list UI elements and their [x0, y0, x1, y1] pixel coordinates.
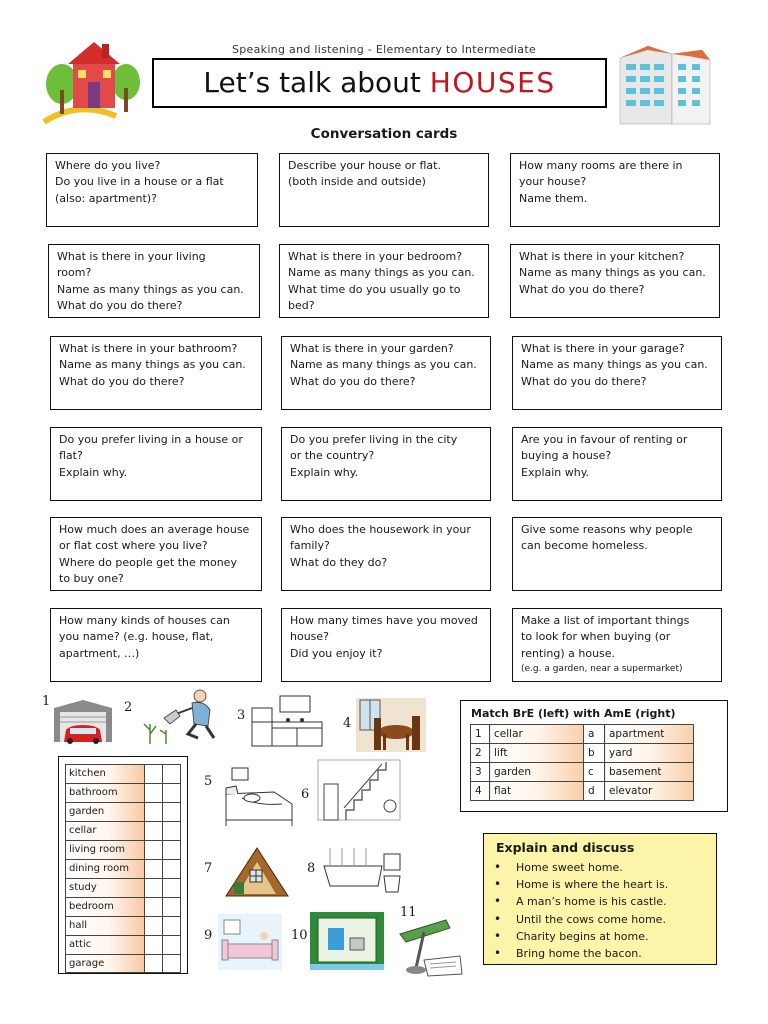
room-row [65, 859, 181, 878]
match-cell-l: d [584, 782, 605, 801]
match-row [471, 763, 694, 782]
card-line: bed? [288, 298, 315, 312]
room-row [65, 935, 181, 954]
room-label: study [65, 878, 145, 897]
match-cell-bre: lift [490, 744, 584, 763]
match-cell-n: 3 [471, 763, 490, 782]
conversation-card [50, 427, 262, 501]
card-line: Did you enjoy it? [290, 646, 383, 660]
card-line: buying a house? [521, 449, 612, 463]
card-line: (both inside and outside) [288, 175, 426, 189]
card-line: Where do you live? [55, 159, 161, 172]
answer-box [163, 764, 181, 783]
card-line: Name as many things as you can. [521, 358, 708, 372]
card-line: or the country? [290, 449, 375, 463]
conversation-card [510, 244, 720, 318]
conversation-card [46, 153, 258, 227]
card-line: Make a list of important things [521, 614, 690, 627]
title-box [152, 58, 607, 108]
card-line: How much does an average house [59, 523, 250, 536]
room-label: dining room [65, 859, 145, 878]
conversation-card [281, 608, 491, 682]
room-label: kitchen [65, 764, 145, 783]
match-cell-n: 2 [471, 744, 490, 763]
gardener-picture [140, 688, 220, 746]
apartment-building-illustration [618, 40, 713, 124]
room-row [65, 916, 181, 935]
card-line: What is there in your garage? [521, 342, 685, 355]
answer-box [145, 764, 163, 783]
dining-room-picture [356, 698, 426, 752]
picture-number: 10 [291, 928, 308, 943]
card-line: How many rooms are there in [519, 159, 683, 172]
conversation-card [510, 153, 720, 227]
card-line: How many times have you moved [290, 614, 478, 627]
proverb-item: • Home is where the heart is. [494, 876, 668, 893]
answer-box [145, 935, 163, 954]
picture-number: 5 [204, 774, 213, 789]
proverb-list [494, 859, 668, 962]
card-line: can become homeless. [521, 539, 648, 553]
card-line: Name as many things as you can. [288, 266, 475, 280]
explain-title: Explain and discuss [496, 840, 635, 855]
answer-box [163, 954, 181, 973]
title-main: Let’s talk about [203, 66, 430, 99]
conversation-card [512, 336, 722, 410]
card-line: What time do you usually go to [288, 282, 461, 296]
card-line: Explain why. [59, 465, 128, 479]
card-line: What do you do there? [57, 298, 183, 312]
conversation-card [281, 427, 491, 501]
picture-number: 11 [400, 905, 417, 920]
card-line: renting) a house. [521, 646, 616, 660]
card-line: What is there in your living [57, 250, 206, 263]
conversation-card [512, 517, 722, 591]
house-illustration [38, 30, 148, 130]
conversation-card [512, 427, 722, 501]
conversation-card [279, 244, 489, 318]
answer-box [163, 916, 181, 935]
card-line: Name as many things as you can. [57, 282, 244, 296]
card-line: you name? (e.g. house, flat, [59, 630, 214, 644]
match-cell-ame: apartment [605, 725, 694, 744]
card-line: Are you in favour of renting or [521, 433, 688, 446]
card-line: Give some reasons why people [521, 523, 693, 536]
card-line: What do they do? [290, 555, 388, 569]
card-line: What is there in your garden? [290, 342, 454, 355]
card-line: Who does the housework in your [290, 523, 471, 536]
match-cell-ame: basement [605, 763, 694, 782]
answer-box [163, 802, 181, 821]
card-line: What is there in your bedroom? [288, 250, 463, 263]
title-highlight: HOUSES [429, 66, 556, 99]
room-row [65, 878, 181, 897]
match-cell-ame: yard [605, 744, 694, 763]
card-line: What do you do there? [521, 374, 647, 388]
room-label: hall [65, 916, 145, 935]
match-cell-n: 1 [471, 725, 490, 744]
card-line: your house? [519, 175, 587, 189]
match-cell-ame: elevator [605, 782, 694, 801]
picture-number: 4 [343, 716, 352, 731]
card-line: What is there in your bathroom? [59, 342, 238, 355]
card-line: How many kinds of houses can [59, 614, 230, 627]
card-line: apartment, …) [59, 646, 140, 660]
card-line: Name as many things as you can. [59, 358, 246, 372]
hall-picture [316, 758, 402, 822]
room-checklist [58, 756, 188, 974]
answer-box [145, 878, 163, 897]
conversation-card [48, 244, 260, 318]
attic-picture [226, 846, 288, 896]
answer-box [145, 840, 163, 859]
match-cell-n: 4 [471, 782, 490, 801]
proverb-item: • Bring home the bacon. [494, 945, 668, 962]
answer-box [145, 802, 163, 821]
card-line: What is there in your kitchen? [519, 250, 685, 263]
answer-box [145, 821, 163, 840]
bedroom-picture [222, 768, 296, 828]
study-picture [394, 918, 464, 978]
card-line: Describe your house or flat. [288, 159, 441, 172]
card-line: Do you prefer living in the city [290, 433, 458, 446]
answer-box [145, 859, 163, 878]
conversation-card [50, 336, 262, 410]
match-cell-bre: garden [490, 763, 584, 782]
proverb-item: • Until the cows come home. [494, 911, 668, 928]
picture-number: 3 [237, 708, 246, 723]
conversation-card [281, 517, 491, 591]
match-cell-l: a [584, 725, 605, 744]
answer-box [163, 840, 181, 859]
room-row [65, 783, 181, 802]
card-line: to look for when buying (or [521, 630, 671, 644]
answer-box [163, 821, 181, 840]
cellar-picture [310, 912, 384, 970]
card-line: or flat cost where you live? [59, 539, 208, 553]
card-line: Explain why. [521, 465, 590, 479]
room-row [65, 897, 181, 916]
match-cell-bre: flat [490, 782, 584, 801]
match-row [471, 744, 694, 763]
match-row [471, 782, 694, 801]
room-row [65, 764, 181, 783]
card-line: What do you do there? [519, 282, 645, 296]
card-note: (e.g. a garden, near a supermarket) [521, 663, 683, 674]
room-row [65, 840, 181, 859]
card-line: Name them. [519, 191, 588, 205]
picture-number: 2 [124, 700, 133, 715]
card-line: Explain why. [290, 465, 359, 479]
picture-number: 8 [307, 861, 316, 876]
room-label: cellar [65, 821, 145, 840]
room-row [65, 954, 181, 973]
picture-number: 6 [301, 787, 310, 802]
room-label: living room [65, 840, 145, 859]
room-label: garden [65, 802, 145, 821]
conversation-card [50, 608, 262, 682]
match-cell-l: c [584, 763, 605, 782]
room-label: garage [65, 954, 145, 973]
card-line: Where do people get the money [59, 555, 237, 569]
room-label: bathroom [65, 783, 145, 802]
worksheet-subtitle: Speaking and listening - Elementary to Intermediate [231, 43, 537, 56]
card-line: flat? [59, 449, 83, 463]
answer-box [145, 897, 163, 916]
card-line: Name as many things as you can. [519, 266, 706, 280]
bathroom-picture [322, 846, 404, 896]
match-table [470, 724, 694, 801]
answer-box [145, 916, 163, 935]
garage-picture [54, 700, 112, 742]
conversation-card [512, 608, 722, 682]
answer-box [145, 954, 163, 973]
card-line: Name as many things as you can. [290, 358, 477, 372]
card-line: house? [290, 630, 330, 644]
room-label: bedroom [65, 897, 145, 916]
answer-box [145, 783, 163, 802]
section-title: Conversation cards [310, 126, 458, 142]
answer-box [163, 897, 181, 916]
picture-number: 7 [204, 861, 213, 876]
picture-number: 1 [42, 694, 51, 709]
match-title: Match BrE (left) with AmE (right) [471, 707, 676, 720]
page-title [154, 66, 605, 99]
card-line: family? [290, 539, 330, 553]
explain-discuss-box [483, 833, 717, 965]
answer-box [163, 783, 181, 802]
proverb-item: • A man’s home is his castle. [494, 893, 668, 910]
conversation-card [281, 336, 491, 410]
match-exercise [460, 700, 728, 812]
answer-box [163, 859, 181, 878]
proverb-item: • Home sweet home. [494, 859, 668, 876]
kitchen-picture [250, 692, 324, 748]
card-line: Do you live in a house or a flat [55, 175, 224, 189]
answer-box [163, 878, 181, 897]
match-cell-l: b [584, 744, 605, 763]
card-line: What do you do there? [59, 374, 185, 388]
picture-number: 9 [204, 928, 213, 943]
answer-box [163, 935, 181, 954]
room-row [65, 821, 181, 840]
card-line: Do you prefer living in a house or [59, 433, 243, 446]
card-line: What do you do there? [290, 374, 416, 388]
card-line: (also: apartment)? [55, 191, 157, 205]
living-room-picture [218, 914, 282, 970]
match-cell-bre: cellar [490, 725, 584, 744]
room-row [65, 802, 181, 821]
room-label: attic [65, 935, 145, 954]
card-line: room? [57, 266, 92, 280]
card-line: to buy one? [59, 571, 124, 585]
conversation-card [279, 153, 489, 227]
match-row [471, 725, 694, 744]
proverb-item: • Charity begins at home. [494, 928, 668, 945]
conversation-card [50, 517, 262, 591]
